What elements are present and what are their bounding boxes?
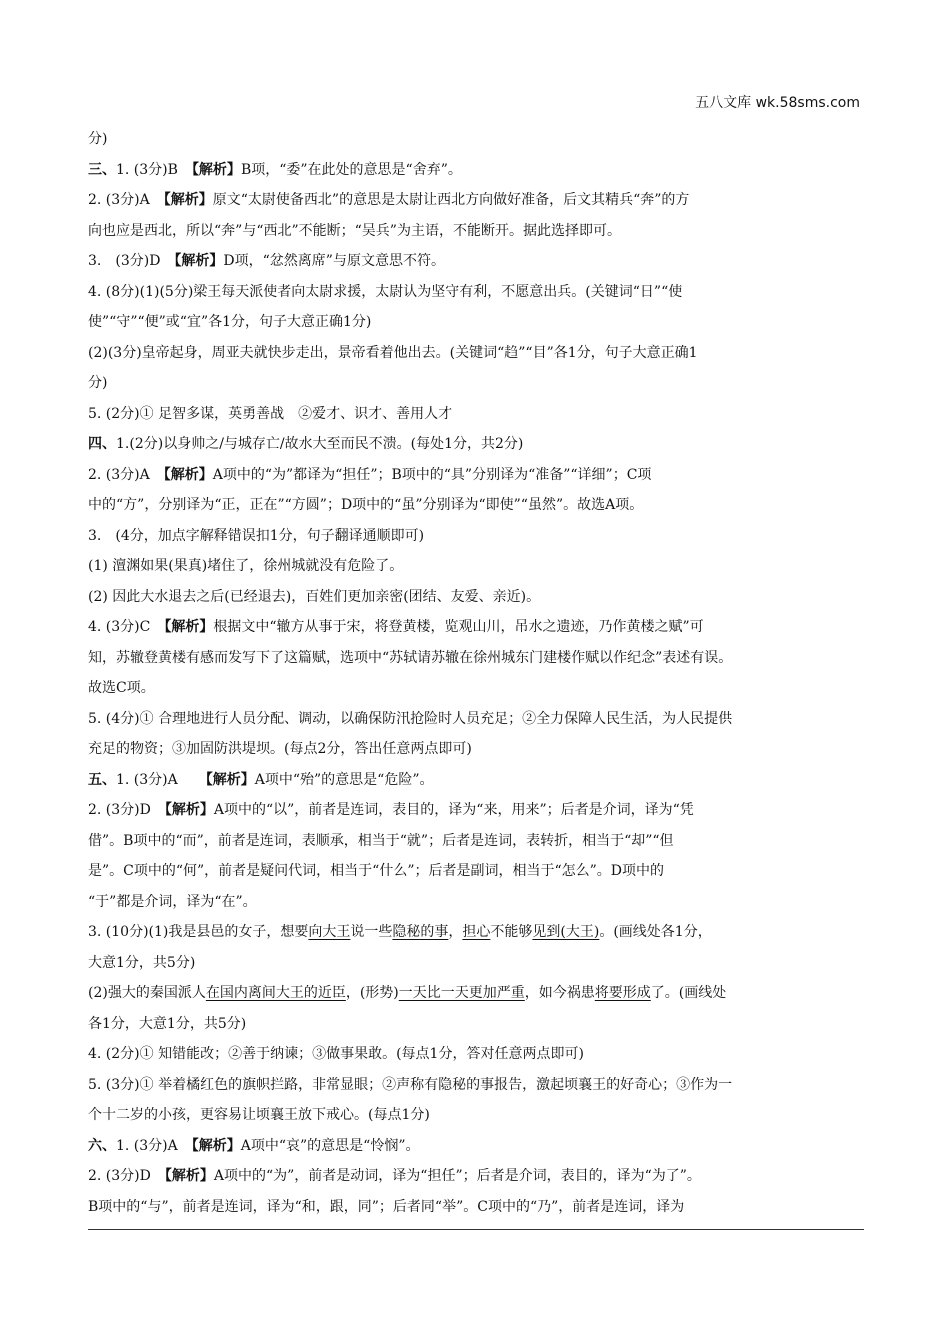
text-line bbox=[88, 765, 864, 796]
underlined-text: 隐秘的事 bbox=[392, 924, 449, 940]
text-segment: 知，苏辙登黄楼有感而发写下了这篇赋，选项中“苏轼请苏辙在徐州城东门建楼作赋以作纪念”表述有误。 bbox=[88, 649, 733, 666]
text-line bbox=[88, 429, 864, 460]
text-segment: 充足的物资；③加固防洪堤坝。(每点2分，答出任意两点即可) bbox=[88, 741, 472, 757]
text-segment: (2)强大的秦国派人 bbox=[88, 985, 206, 1001]
text-line bbox=[88, 795, 864, 826]
text-line bbox=[88, 368, 864, 399]
text-segment: 5. (4分)① 合理地进行人员分配、调动，以确保防汛抢险时人员充足；②全力保障人民生活，为人民提供 bbox=[88, 710, 733, 727]
text-segment: (2) 因此大水退去之后(已经退去)，百姓们更加亲密(团结、友爱、亲近)。 bbox=[88, 588, 541, 605]
bold-label: 【解析】 bbox=[164, 1168, 214, 1184]
text-line bbox=[88, 1192, 864, 1223]
text-line bbox=[88, 338, 864, 369]
text-segment: 使”“守”“便”或“宜”各1分，句子大意正确1分) bbox=[88, 314, 372, 330]
text-segment: 向也应是西北，所以“奔”与“西北”不能断；“吴兵”为主语，不能断开。据此选择即可。 bbox=[88, 222, 621, 239]
bold-label: 【解析】 bbox=[191, 161, 241, 178]
text-segment: 各1分，大意1分，共5分) bbox=[88, 1015, 247, 1032]
bold-label: 【解析】 bbox=[205, 771, 255, 788]
underlined-text: 见到(大王) bbox=[532, 924, 600, 940]
text-segment: 原文“太尉使备西北”的意思是太尉让西北方向做好准备，后文其精兵“奔”的方 bbox=[212, 192, 690, 208]
text-segment: 故选C项。 bbox=[88, 680, 155, 696]
underlined-text: 将要形成 bbox=[594, 985, 651, 1001]
underlined-text: 向大王 bbox=[308, 924, 351, 940]
text-line bbox=[88, 399, 864, 430]
bold-label: 三、 bbox=[88, 161, 116, 178]
text-line bbox=[88, 155, 864, 186]
text-segment: 大意1分，共5分) bbox=[88, 954, 196, 971]
text-segment: ，如今祸患 bbox=[524, 985, 595, 1001]
text-segment: 个十二岁的小孩，更容易让顷襄王放下戒心。(每点1分) bbox=[88, 1107, 430, 1123]
text-line bbox=[88, 307, 864, 338]
text-line bbox=[88, 490, 864, 521]
text-segment: 3. (10分)(1)我是县邑的女子，想要 bbox=[88, 924, 309, 940]
text-segment: 是”。C项中的“何”，前者是疑问代词，相当于“什么”；后者是副词，相当于“怎么”。D项中的 bbox=[88, 863, 665, 879]
text-line bbox=[88, 216, 864, 247]
text-line bbox=[88, 551, 864, 582]
text-line bbox=[88, 612, 864, 643]
text-segment: 分) bbox=[88, 131, 108, 147]
bold-label: 【解析】 bbox=[163, 466, 213, 483]
text-segment: 根据文中“辙方从事于宋，将登黄楼，览观山川，吊水之遗迹，乃作黄楼之赋”可 bbox=[213, 619, 704, 635]
text-segment: ， bbox=[448, 924, 463, 940]
text-segment: A项中的“为”，前者是动词，译为“担任”；后者是介词，表目的，译为“为了”。 bbox=[213, 1168, 701, 1184]
text-segment: “于”都是介词，译为“在”。 bbox=[88, 893, 257, 910]
text-segment: 1. (3分)B bbox=[116, 161, 192, 178]
text-line bbox=[88, 460, 864, 491]
text-segment: 4. (2分)① 知错能改；②善于纳谏；③做事果敢。(每点1分，答对任意两点即可) bbox=[88, 1046, 584, 1062]
underlined-text: 在国内离间大王的近臣 bbox=[205, 985, 346, 1001]
text-line bbox=[88, 185, 864, 216]
text-line bbox=[88, 582, 864, 613]
text-segment: 4. (8分)(1)(5分)梁王每天派使者向太尉求援，太尉认为坚守有利，不愿意出兵。(关键词“日”“使 bbox=[88, 283, 683, 300]
text-segment: 了。(画线处 bbox=[650, 985, 727, 1001]
text-segment: 5. (2分)① 足智多谋，英勇善战 ②爱才、识才、善用人才 bbox=[88, 405, 453, 422]
text-segment: D项，“忿然离席”与原文意思不符。 bbox=[223, 253, 445, 269]
text-line bbox=[88, 978, 864, 1009]
text-segment: 1.(2分)以身帅之/与城存亡/故水大至而民不溃。(每处1分，共2分) bbox=[116, 436, 524, 452]
text-segment: 3. (3分)D bbox=[88, 253, 175, 269]
underlined-text: 一天比一天更加严重 bbox=[398, 985, 525, 1001]
site-header: 五八文库 wk.58sms.com bbox=[695, 95, 860, 111]
text-segment: 2. (3分)A bbox=[88, 466, 164, 483]
underlined-text: 担心 bbox=[462, 924, 491, 940]
bold-label: 【解析】 bbox=[191, 1137, 241, 1154]
text-line bbox=[88, 1100, 864, 1131]
text-line bbox=[88, 1070, 864, 1101]
text-line bbox=[88, 277, 864, 308]
text-segment: A项中的“为”都译为“担任”；B项中的“具”分别译为“准备”“详细”；C项 bbox=[212, 466, 652, 483]
text-segment: B项中的“与”，前者是连词，译为“和，跟，同”；后者同“举”。C项中的“乃”，前者是连词，译为 bbox=[88, 1198, 685, 1215]
text-segment: (1) 澶渊如果(果真)堵住了，徐州城就没有危险了。 bbox=[88, 558, 404, 574]
text-line bbox=[88, 673, 864, 704]
text-line bbox=[88, 826, 864, 857]
text-segment: B项，“委”在此处的意思是“舍弃”。 bbox=[240, 161, 462, 178]
text-line bbox=[88, 887, 864, 918]
text-line bbox=[88, 734, 864, 765]
text-segment: 1. (3分)A bbox=[116, 1137, 192, 1154]
text-line bbox=[88, 704, 864, 735]
text-segment: 中的“方”，分别译为“正，正在”“方圆”；D项中的“虽”分别译为“即使”“虽然”。故选A项。 bbox=[88, 497, 644, 513]
footer-divider bbox=[88, 1229, 864, 1230]
text-segment: 2. (3分)D bbox=[88, 802, 165, 818]
text-segment: (2)(3分)皇帝起身，周亚夫就快步走出，景帝看着他出去。(关键词“趋”“目”各1分，句子大意正确1 bbox=[88, 344, 698, 361]
text-segment: 1. (3分)A bbox=[116, 771, 206, 788]
bold-label: 五、 bbox=[88, 771, 116, 788]
bold-label: 【解析】 bbox=[163, 192, 213, 208]
text-segment: 2. (3分)A bbox=[88, 192, 164, 208]
text-segment: 。(画线处各1分， bbox=[599, 924, 712, 940]
text-line bbox=[88, 643, 864, 674]
bold-label: 【解析】 bbox=[164, 802, 214, 818]
text-segment: 2. (3分)D bbox=[88, 1168, 165, 1184]
bold-label: 【解析】 bbox=[164, 619, 214, 635]
text-line bbox=[88, 521, 864, 552]
text-line bbox=[88, 1039, 864, 1070]
text-segment: 说一些 bbox=[350, 924, 393, 940]
text-segment: 不能够 bbox=[490, 924, 533, 940]
bold-label: 四、 bbox=[88, 436, 116, 452]
text-segment: 分) bbox=[88, 375, 108, 391]
text-line bbox=[88, 856, 864, 887]
text-line bbox=[88, 1131, 864, 1162]
answer-key-body bbox=[88, 124, 864, 1222]
text-segment: 4. (3分)C bbox=[88, 619, 165, 635]
text-segment: A项中的“以”，前者是连词，表目的，译为“来，用来”；后者是介词，译为“凭 bbox=[213, 802, 694, 818]
text-line bbox=[88, 246, 864, 277]
text-segment: 5. (3分)① 举着橘红色的旗帜拦路，非常显眼；②声称有隐秘的事报告，激起顷襄王的好奇心；③作为一 bbox=[88, 1076, 733, 1093]
text-line bbox=[88, 1161, 864, 1192]
bold-label: 六、 bbox=[88, 1137, 116, 1154]
text-segment: A项中“殆”的意思是“危险”。 bbox=[254, 771, 434, 788]
text-line bbox=[88, 124, 864, 155]
text-segment: 3. (4分，加点字解释错误扣1分，句子翻译通顺即可) bbox=[88, 527, 425, 544]
text-line bbox=[88, 1009, 864, 1040]
text-line bbox=[88, 917, 864, 948]
text-segment: 借”。B项中的“而”，前者是连词，表顺承，相当于“就”；后者是连词，表转折，相当于“却”“但 bbox=[88, 832, 674, 849]
text-segment: ，(形势) bbox=[345, 985, 399, 1001]
text-line bbox=[88, 948, 864, 979]
text-segment: A项中“哀”的意思是“怜悯”。 bbox=[240, 1137, 420, 1154]
bold-label: 【解析】 bbox=[174, 253, 224, 269]
